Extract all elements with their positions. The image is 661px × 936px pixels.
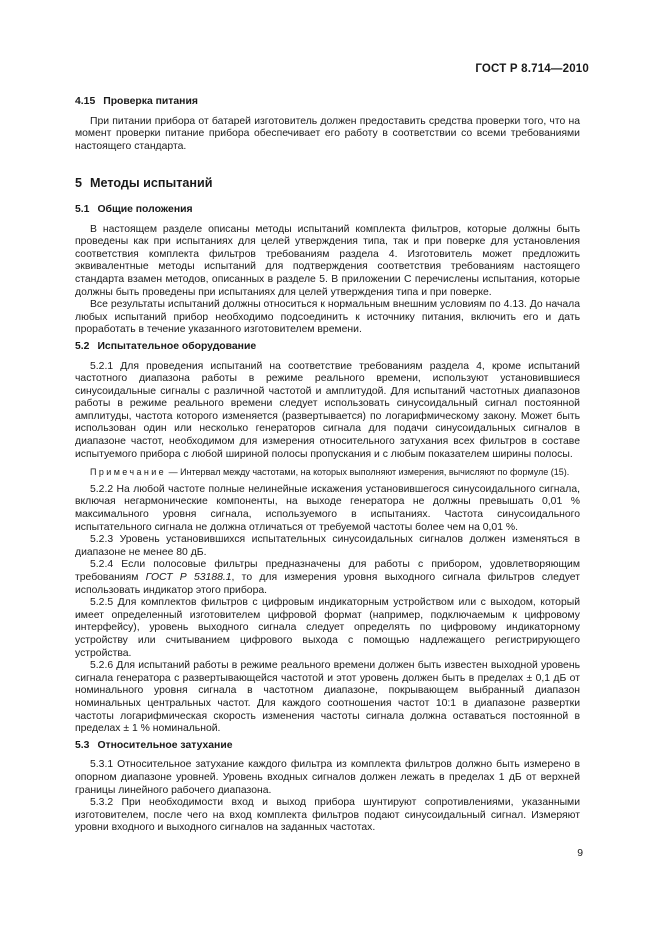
paragraph: В настоящем разделе описаны методы испытаний комплекта фильтров, которые должны быть проведены как при испытаниях для целей утверждения типа, так и при поверке для установления соответствия комплекта фильтров требованиям раздела 4. Изготовитель может предложить эквивалентные методы испытаний для подтверждения соответствия требованиям настоящего стандарта взамен методов, описанных в разделе 5. В приложении С перечислены испытания, которые должны быть проведены при испытаниях для целей утверждения типа и при поверке.	[75, 223, 580, 298]
paragraph-5-3-2: 5.3.2 При необходимости вход и выход прибора шунтируют сопротивлениями, указанными изготовителем, после чего на вход комплекта фильтров подают синусоидальный сигнал. Измеряют уровни входного и выходного сигналов на заданных частотах.	[75, 797, 580, 834]
section-title: Испытательное оборудование	[97, 340, 257, 352]
standard-reference: ГОСТ Р 53188.1	[145, 572, 232, 583]
paragraph-5-2-6: 5.2.6 Для испытаний работы в режиме реального времени должен быть известен выходной уровень сигнала генератора с развертывающейся частотой и этот уровень должен быть в пределах ± 0,1 дБ от номинального уровня сигнала в частотном диапазоне, покрывающем выбранный диапазон номинальных центральных частот. Для каждого соотношения частот 10:1 в диапазоне развертки частоты логарифмическая скорость изменения частоты сигнала должна оставаться постоянной в пределах ± 1 % номинальной.	[75, 660, 580, 735]
note	[75, 466, 580, 479]
paragraph-text: , то для измерения уровня выходного сигнала фильтров следует использовать индикатор этого прибора.	[75, 572, 580, 596]
section-number: 4.15	[75, 96, 96, 107]
chapter-heading-5	[75, 177, 580, 190]
paragraph-5-2-5: 5.2.5 Для комплектов фильтров с цифровым индикаторным устройством или с выходом, который имеет определенный изготовителем цифровой формат (например, подключаемым к цифровому интерфейсу), уровень выходного сигнала следует определять по цифровому индикаторному устройству или считыванием цифрового выхода с помощью надлежащего регистрирующего устройства.	[75, 597, 580, 659]
paragraph: Все результаты испытаний должны относиться к нормальным внешним условиям по 4.13. До начала любых испытаний прибор необходимо подсоединить к источнику питания, включить его и дать проработать в течение указанного изготовителем времени.	[75, 299, 580, 336]
paragraph-5-2-1: 5.2.1 Для проведения испытаний на соответствие требованиям раздела 4, кроме испытаний частотного диапазона работы в режиме реального времени, используют установившиеся синусоидальные сигналы с различной частотой и амплитудой. Для испытаний частотных диапазонов работы в режиме реального времени следует использовать синусоидальный сигнал постоянной амплитуды, частота которого изменяется (развертывается) по логарифмическому закону. Может быть использован один или несколько генераторов сигнала для подачи синусоидальных сигналов в диапазоне частот, необходимом для измерения относительного затухания всех фильтров в составе испытуемого прибора с любой шириной полосы пропускания и с любым показателем ширины полосы.	[75, 360, 580, 460]
section-heading-5-2	[75, 341, 580, 354]
page-content	[75, 96, 580, 835]
note-label: Примечание	[90, 467, 167, 478]
paragraph-5-2-2: 5.2.2 На любой частоте полные нелинейные искажения установившегося синусоидального сигнала, включая негармонические компоненты, на выходе генератора не должны превышать 0,01 % максимального уровня сигнала, используемого в испытаниях. Частота синусоидального испытательного сигнала не должна отличаться от требуемой частоты более чем на 0,01 %.	[75, 483, 580, 533]
section-title: Проверка питания	[103, 96, 198, 107]
paragraph-text: 5.2.4 Если полосовые фильтры предназначены для работы с прибором, удовлетворяющим требованиям	[75, 559, 580, 583]
section-number: 5.1	[75, 203, 90, 215]
section-title: Общие положения	[97, 203, 193, 215]
page-number: 9	[577, 848, 583, 859]
section-heading-5-3	[75, 740, 580, 753]
paragraph: При питании прибора от батарей изготовитель должен предоставить средства проверки того, что на момент проверки питание прибора обеспечивает его работу в соответствии со всеми требованиями настоящего стандарта.	[75, 115, 580, 152]
paragraph-5-2-4	[75, 559, 580, 597]
section-heading-4-15	[75, 96, 580, 109]
note-text: — Интервал между частотами, на которых выполняют измерения, вычисляют по формуле (15).	[166, 467, 570, 478]
section-number: 5.3	[75, 739, 90, 751]
section-heading-5-1	[75, 204, 580, 217]
section-number: 5.2	[75, 340, 90, 352]
document-code-header: ГОСТ Р 8.714—2010	[475, 63, 589, 75]
paragraph-5-2-3: 5.2.3 Уровень установившихся испытательных синусоидальных сигналов должен изменяться в диапазоне не менее 80 дБ.	[75, 534, 580, 558]
section-title: Относительное затухание	[97, 739, 233, 751]
chapter-number: 5	[75, 176, 83, 191]
chapter-title: Методы испытаний	[90, 176, 213, 191]
paragraph-5-3-1: 5.3.1 Относительное затухание каждого фильтра из комплекта фильтров должно быть измерено в опорном диапазоне уровней. Уровень входных сигналов должен лежать в пределах 1 дБ от верхней границы линейного рабочего диапазона.	[75, 759, 580, 796]
